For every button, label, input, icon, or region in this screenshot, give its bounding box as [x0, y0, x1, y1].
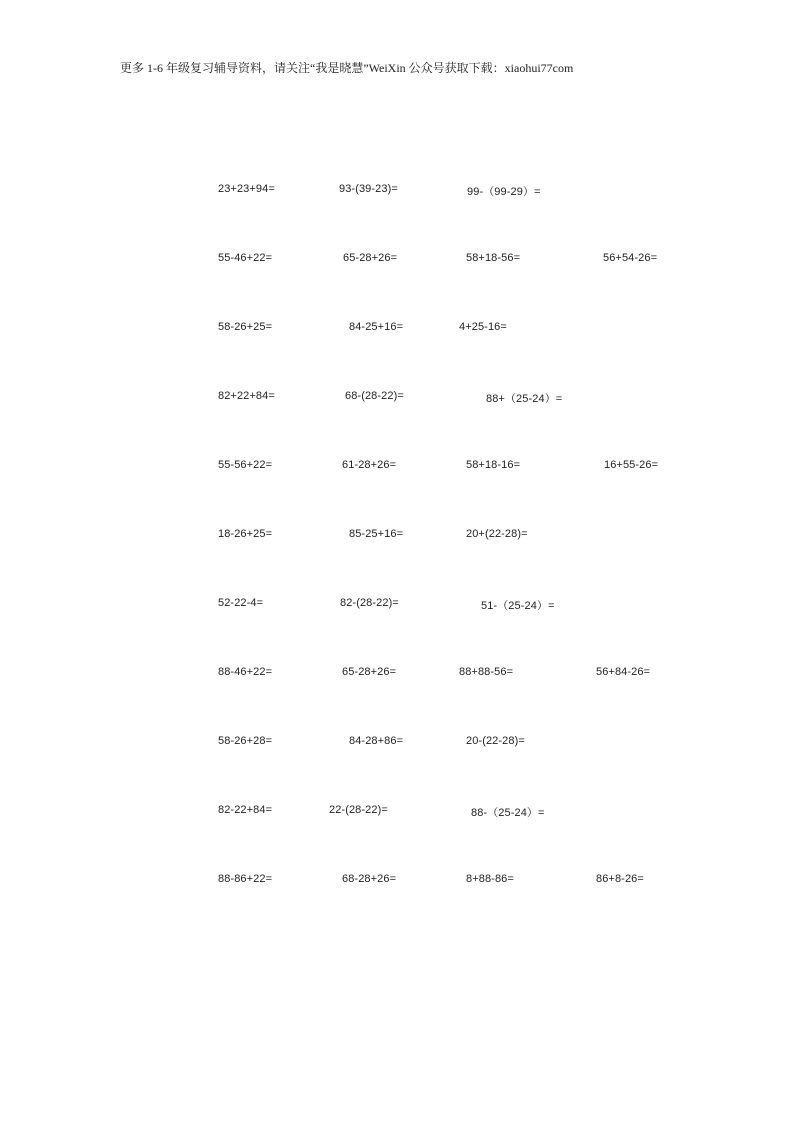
- problem-r6-c1: 18-26+25=: [218, 528, 273, 540]
- problem-r7-c1: 52-22-4=: [218, 597, 264, 609]
- problem-r5-c1: 55-56+22=: [218, 459, 273, 471]
- problem-r7-c2: 82-(28-22)=: [340, 597, 399, 609]
- problem-r10-c3: 88-（25-24）=: [471, 807, 545, 819]
- problem-r4-c2: 68-(28-22)=: [345, 390, 404, 402]
- problem-r9-c1: 58-26+28=: [218, 735, 273, 747]
- problem-r2-c3: 58+18-56=: [466, 252, 521, 264]
- problem-r6-c2: 85-25+16=: [349, 528, 404, 540]
- problem-r11-c3: 8+88-86=: [466, 873, 514, 885]
- problem-r8-c4: 56+84-26=: [596, 666, 651, 678]
- problem-r3-c1: 58-26+25=: [218, 321, 273, 333]
- problem-r11-c4: 86+8-26=: [596, 873, 644, 885]
- problem-r8-c1: 88-46+22=: [218, 666, 273, 678]
- problem-r1-c1: 23+23+94=: [218, 183, 275, 195]
- problem-r9-c3: 20-(22-28)=: [466, 735, 525, 747]
- problem-r11-c2: 68-28+26=: [342, 873, 397, 885]
- problem-r2-c2: 65-28+26=: [343, 252, 398, 264]
- problem-r5-c3: 58+18-16=: [466, 459, 521, 471]
- problem-r6-c3: 20+(22-28)=: [466, 528, 528, 540]
- problem-r8-c2: 65-28+26=: [342, 666, 397, 678]
- problem-r4-c3: 88+（25-24）=: [486, 393, 563, 405]
- problem-r3-c3: 4+25-16=: [459, 321, 507, 333]
- problem-r10-c2: 22-(28-22)=: [329, 804, 388, 816]
- problem-r1-c3: 99-（99-29）=: [467, 186, 541, 198]
- problem-r3-c2: 84-25+16=: [349, 321, 404, 333]
- problem-r8-c3: 88+88-56=: [459, 666, 514, 678]
- problem-r11-c1: 88-86+22=: [218, 873, 273, 885]
- problem-r7-c3: 51-（25-24）=: [481, 600, 555, 612]
- problem-r5-c2: 61-28+26=: [342, 459, 397, 471]
- page-header-note: 更多 1-6 年级复习辅导资料，请关注“我是晓慧”WeiXin 公众号获取下载：xiaohui77com: [120, 61, 574, 75]
- problem-r2-c1: 55-46+22=: [218, 252, 273, 264]
- problem-r5-c4: 16+55-26=: [604, 459, 659, 471]
- problem-r2-c4: 56+54-26=: [603, 252, 658, 264]
- problem-r1-c2: 93-(39-23)=: [339, 183, 398, 195]
- problem-r9-c2: 84-28+86=: [349, 735, 404, 747]
- problem-r4-c1: 82+22+84=: [218, 390, 275, 402]
- problem-r10-c1: 82-22+84=: [218, 804, 273, 816]
